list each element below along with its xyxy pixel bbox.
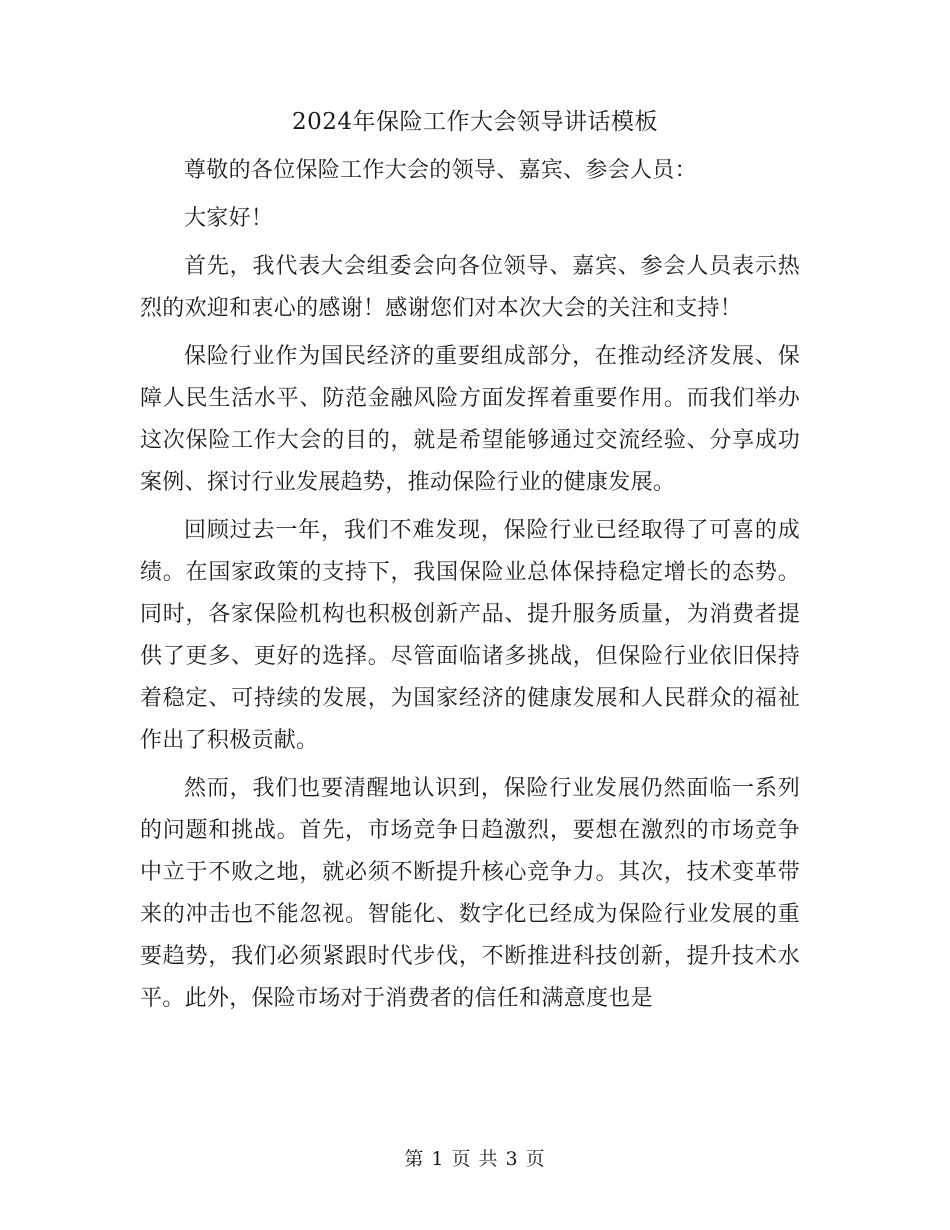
body-paragraph: 保险行业作为国民经济的重要组成部分，在推动经济发展、保障人民生活水平、防范金融风险方面发挥着重要作用。而我们举办这次保险工作大会的目的，就是希望能够通过交流经验、分享成功案例、探讨行业发展趋势，推动保险行业的健康发展。	[140, 344, 800, 495]
body-paragraph: 然而，我们也要清醒地认识到，保险行业发展仍然面临一系列的问题和挑战。首先，市场竞争日趋激烈，要想在激烈的市场竞争中立于不败之地，就必须不断提升核心竞争力。其次，技术变革带来的冲击也不能忽视。智能化、数字化已经成为保险行业发展的重要趋势，我们必须紧跟时代步伐，不断推进科技创新，提升技术水平。此外，保险市场对于消费者的信任和满意度也是	[140, 776, 800, 1011]
body-paragraph: 回顾过去一年，我们不难发现，保险行业已经取得了可喜的成绩。在国家政策的支持下，我国保险业总体保持稳定增长的态势。同时，各家保险机构也积极创新产品、提升服务质量，为消费者提供了更多、更好的选择。尽管面临诸多挑战，但保险行业依旧保持着稳定、可持续的发展，为国家经济的健康发展和人民群众的福祉作出了积极贡献。	[140, 518, 800, 753]
document-title: 2024年保险工作大会领导讲话模板	[291, 109, 659, 135]
salutation-paragraph: 尊敬的各位保险工作大会的领导、嘉宾、参会人员：	[184, 158, 697, 183]
page-number-footer: 第 1 页 共 3 页	[404, 1148, 546, 1170]
greeting-paragraph: 大家好！	[184, 206, 274, 231]
document-body	[140, 150, 800, 1026]
body-paragraph: 首先，我代表大会组委会向各位领导、嘉宾、参会人员表示热烈的欢迎和衷心的感谢！感谢您们对本次大会的关注和支持！	[140, 254, 800, 321]
